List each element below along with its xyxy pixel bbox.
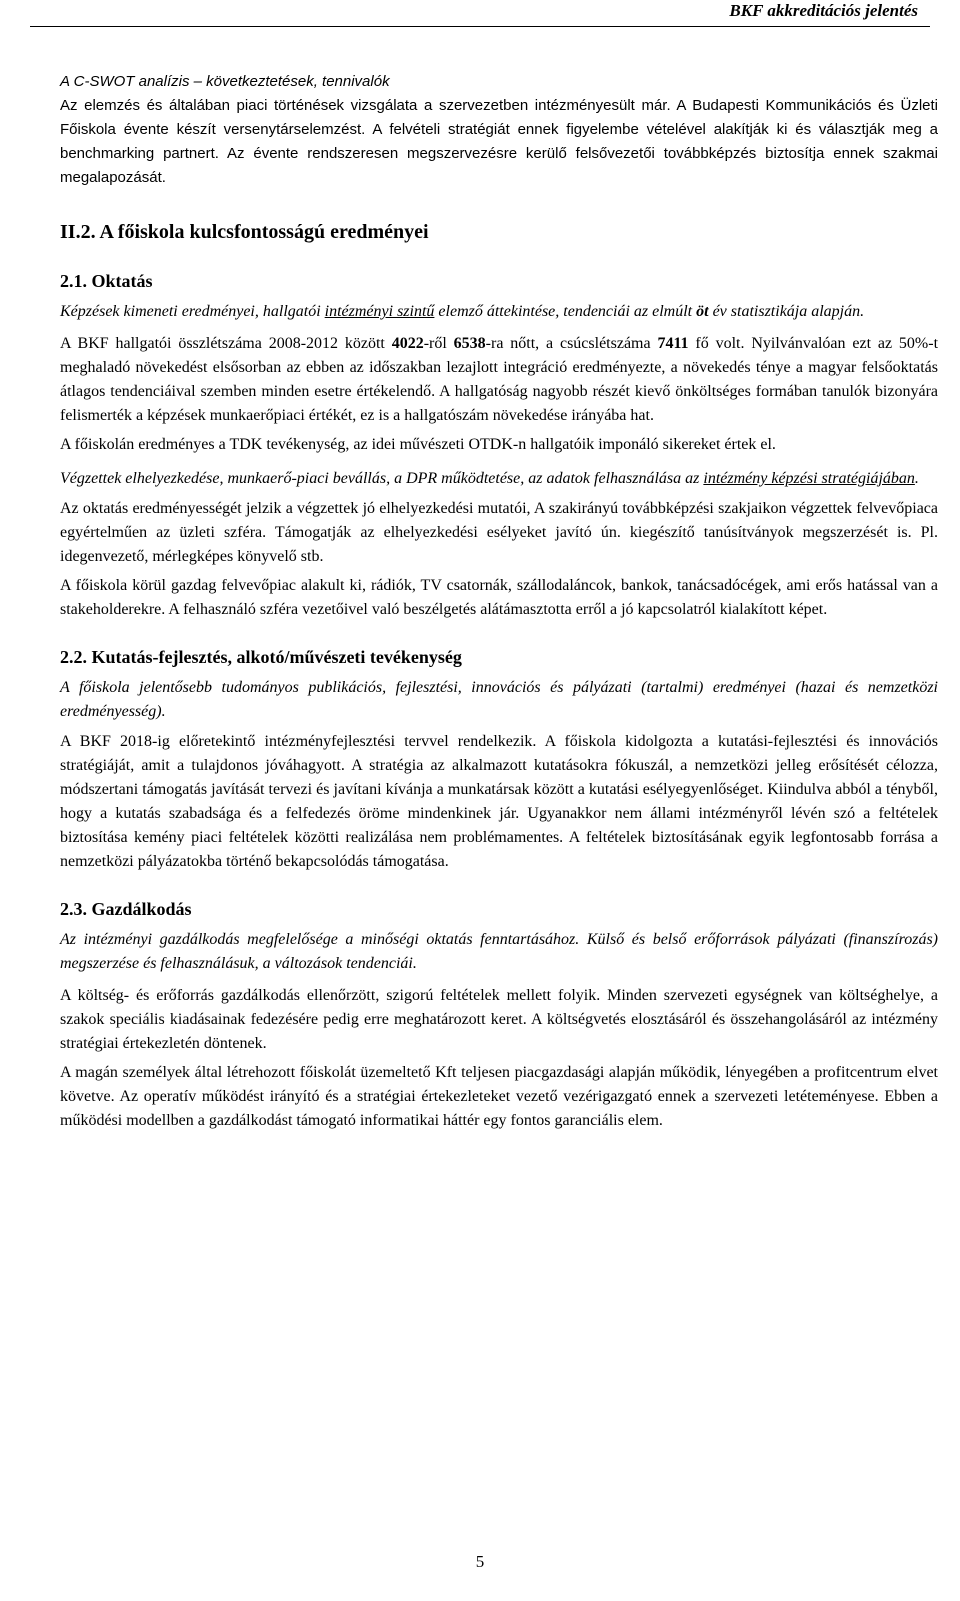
gazdalkodas-subtitle: Az intézményi gazdálkodás megfelelősége a minőségi oktatás fenntartásához. Külső és belső erőforrások pályázati (finanszírozás) megszerzése és felhasználásuk, a változások tendenciái.: [60, 931, 938, 972]
section-heading: II.2. A főiskola kulcsfontosságú eredményei: [60, 221, 429, 243]
header-title: BKF akkreditációs jelentés: [729, 1, 918, 20]
oktatas-subtitle-2: [60, 467, 938, 491]
oktatas-paragraph-4: A főiskola körül gazdag felvevőpiac alakult ki, rádiók, TV csatornák, szállodaláncok, bankok, tanácsadócégek, ami erős hatással van a stakeholderekre. A felhasználó szféra vezetőivel való beszélgetés alátámasztotta erről a jó kapcsolatról kialakított képet.: [60, 577, 938, 618]
oktatas-subtitle-part: elemző áttekintése, tendenciái az elmúlt: [434, 303, 697, 320]
text-part: .: [914, 470, 919, 487]
text-part: -ra nőtt, a csúcslétszáma: [485, 335, 658, 352]
oktatas-heading: 2.1. Oktatás: [60, 271, 153, 291]
student-count-peak: 7411: [657, 335, 689, 352]
text-part: A BKF hallgatói összlétszáma 2008-2012 között: [60, 335, 392, 352]
kutatas-subtitle: A főiskola jelentősebb tudományos publikációs, fejlesztési, innovációs és pályázati (tartalmi) eredményei (hazai és nemzetközi eredményesség).: [60, 679, 938, 720]
kutatas-heading: 2.2. Kutatás-fejlesztés, alkotó/művészeti tevékenység: [60, 647, 462, 667]
document-body: [60, 70, 938, 1133]
oktatas-paragraph-3: Az oktatás eredményességét jelzik a végzettek jó elhelyezkedési mutatói, A szakirányú továbbképzési szakjaikon végzettek felvevőpiaca egyértelműen az üzleti szféra. Támogatják az elhelyezkedési esélyeket javító ún. kiegészítő tanúsítványok megszerzését is. Pl. idegenvezető, mérlegképes könyvelő stb.: [60, 500, 938, 565]
oktatas-subtitle-part: év statisztikája alapján.: [708, 303, 865, 320]
text-part: -ről: [423, 335, 454, 352]
page-header: [30, 0, 930, 27]
student-count-2008: 4022: [391, 335, 424, 352]
oktatas-subtitle-bold: öt: [696, 303, 709, 320]
swot-paragraph: Az elemzés és általában piaci történések vizsgálata a szervezetben intézményesült már. A Budapesti Kommunikációs és Üzleti Főiskola évente készít versenytárselemzést. A felvételi stratégiát ennek figyelembe vételével alakítják ki és választják meg a benchmarking partnert. Az évente rendszeresen megszervezésre kerülő felsővezetői továbbképzés biztosítja ennek szakmai megalapozását.: [60, 97, 938, 186]
gazdalkodas-heading: 2.3. Gazdálkodás: [60, 899, 192, 919]
oktatas-subtitle-part: Képzések kimeneti eredményei, hallgatói: [60, 303, 325, 320]
oktatas-paragraph-2: A főiskolán eredményes a TDK tevékenység, az idei művészeti OTDK-n hallgatóik imponáló sikereket értek el.: [60, 436, 776, 453]
oktatas-paragraph-1: [60, 332, 938, 428]
swot-title: A C-SWOT analízis – következtetések, tennivalók: [60, 73, 390, 90]
gazdalkodas-paragraph-2: A magán személyek által létrehozott főiskolát üzemeltető Kft teljesen piacgazdasági alapján működik, lényegében a profitcentrum elvet követve. Az operatív működést irányító és a stratégiai értekezleteket vezető vezérigazgató ennek a szervezeti letéteményese. Ebben a működési modellben a gazdálkodást támogató informatikai háttér egy fontos garanciális elem.: [60, 1064, 938, 1129]
oktatas-subtitle: [60, 300, 938, 324]
text-part: Végzettek elhelyezkedése, munkaerő-piaci bevállás, a DPR működtetése, az adatok felhasználása az: [60, 470, 704, 487]
page-number: 5: [475, 1552, 485, 1571]
text-part: fő volt. Nyilvánvalóan ezt az 50%-t meghaladó növekedést elsősorban az ebben az időszakban lezajlott integráció eredményezte, a növekedés ténye a magyar felsőoktatás átlagos tendenciáival szemben minden esetre értékelendő. A hallgatóság nagyobb részét kievő önköltséges formában tanulók bizonyára felismerték a képzések munkaerőpiaci értékét, ez is a hallgatószám növekedése irányába hat.: [60, 335, 939, 424]
underlined-text: intézmény képzési stratégiájában: [703, 470, 915, 487]
oktatas-subtitle-underlined: intézményi szintű: [324, 303, 435, 320]
student-count-2012: 6538: [453, 335, 486, 352]
kutatas-paragraph: A BKF 2018-ig előretekintő intézményfejlesztési tervvel rendelkezik. A főiskola kidolgozta a kutatási-fejlesztési és innovációs stratégiáját, amit a tulajdonos jóváhagyott. A stratégia az alkalmazott kutatásokra fókuszál, a nemzetközi jelleg erősítését célozza, módszertani támogatás javítását tervezi és javítani kívánja a munkatársak között a kutatási esélyegyenlőséget. Kiindulva abból a tényből, hogy a kutatás szabadsága és a felfedezés öröme mindenkinek jár. Ugyanakkor nem állami intézményről lévén szó a feltételek biztosítása kemény piaci feltételek közötti realizálása nem problémamentes. A feltételek biztosításának egyik legfontosabb forrása a nemzetközi pályázatokba történő bekapcsolódás támogatása.: [60, 733, 938, 870]
gazdalkodas-paragraph-1: A költség- és erőforrás gazdálkodás ellenőrzött, szigorú feltételek mellett folyik. Minden szervezeti egységnek van költséghelye, a szakok speciális kiadásainak fedezésére pedig erre meghatározott keret. A költségvetés elosztásáról és összehangolásáról az intézmény stratégiai értekezletén döntenek.: [60, 987, 938, 1052]
